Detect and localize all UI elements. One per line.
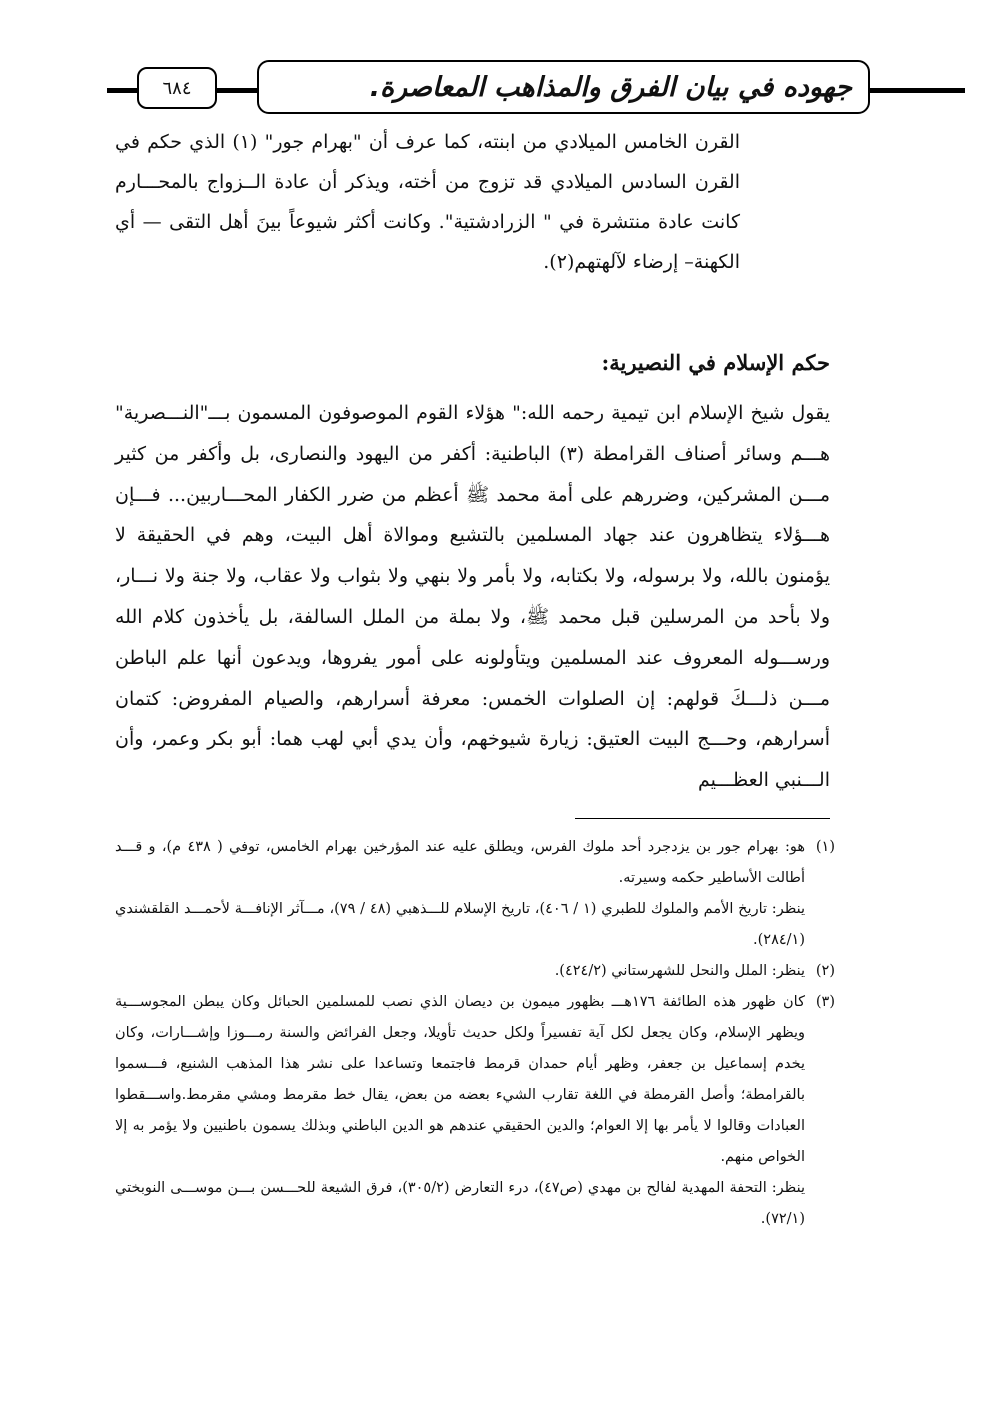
footnote-separator <box>575 818 830 819</box>
intro-text: القرن الخامس الميلادي من ابنته، كما عرف أن "بهرام جور" (١) الذي حكم في القرن السادس الميلادي قد تزوج من أخته، ويذكر أن عادة الــزواج بالمحـــارم كانت عادة منتشرة في " الزرادشتية". وكانت أكثر شيوعاً بينَ أهل التقى — أي الكهنة– إرضاء لآلهتهم(٢). <box>115 131 741 273</box>
main-paragraph <box>115 393 830 801</box>
intro-paragraph <box>115 122 740 282</box>
footnote-reference: ينظر: التحفة المهدية لفالح بن مهدي (ص٤٧)، درء التعارض (٣٠٥/٢)، فرق الشيعة للحـــسن بـــن موســـى النوبختي (٧٢/١). <box>115 1180 805 1227</box>
header-rule-right <box>870 88 965 93</box>
running-title-box <box>257 60 870 114</box>
page-number: ٦٨٤ <box>162 77 192 99</box>
footnote-number: (١) <box>815 839 835 855</box>
footnote-1 <box>115 832 835 956</box>
footnotes <box>115 832 835 1235</box>
footnote-number: (٣) <box>815 994 835 1010</box>
footnote-text: هو: بهرام جور بن يزدجرد أحد ملوك الفرس، ويطلق عليه عند المؤرخين بهرام الخامس، توفي ( ٤٣٨ م)، و قـــد أطالت الأساطير حكمه وسيرته. <box>115 839 806 886</box>
page-header <box>0 0 992 130</box>
footnote-number: (٢) <box>815 963 835 979</box>
section-heading: حكم الإسلام في النصيرية: <box>601 350 830 375</box>
header-rule-middle <box>217 88 257 93</box>
running-title: جهوده في بيان الفرق والمذاهب المعاصرة. <box>369 71 852 103</box>
footnote-3 <box>115 987 835 1235</box>
footnote-reference: ينظر: تاريخ الأمم والملوك للطبري (١ / ٤٠٦)، تاريخ الإسلام للـــذهبي (٤٨ / ٧٩)، مـــآثر الإنافـــة لأحمـــد القلقشندي (٢٨٤/١). <box>115 901 805 948</box>
footnote-text: ينظر: الملل والنحل للشهرستاني (٤٢٤/٢). <box>554 963 805 979</box>
header-rule-left <box>107 88 137 93</box>
footnote-2 <box>115 956 835 987</box>
footnote-text: كان ظهور هذه الطائفة ١٧٦هـــ بظهور ميمون بن ديصان الذي نصب للمسلمين الحبائل وكان يبطن المجوســـية ويظهر الإسلام، وكان يجعل لكل آية تفسيراً ولكل حديث تأويلا، وجعل الفرائض والسنة رمـــوزا وإشـــارات، وكان يخدم إسماعيل بن جعفر، وظهر أيام حمدان قرمط فاجتمعا وتساعدا على نشر هذا المذهب الشنيع، فـــسموا بالقرامطة؛ وأصل القرمطة في اللغة تقارب الشيء بعضه من بعض، يقال خط مقرمط ومشي مقرمط.واســـقطوا العبادات وقالوا لا يأمر بها إلا العوام؛ والدين الحقيقي عندهم هو الدين الباطني وبذلك يسمون باطنيين ولا يؤمر به إلا الخواص منهم. <box>115 994 805 1165</box>
page-number-box <box>137 67 217 109</box>
main-text: يقول شيخ الإسلام ابن تيمية رحمه الله:" هؤلاء القوم الموصوفون المسمون بـــ"النـــصرية" هـــم وسائر أصناف القرامطة (٣) الباطنية: أكفر من اليهود والنصارى، بل وأكفر من كثير مـــن المشركين، وضررهم على أمة محمد ﷺ أعظم من ضرر الكفار المحـــاربين... فـــإن هـــؤلاء يتظاهرون عند جهاد المسلمين بالتشيع وموالاة أهل البيت، وهم في الحقيقة لا يؤمنون بالله، ولا برسوله، ولا بكتابه، ولا بأمر ولا بنهي ولا بثواب ولا عقاب، ولا جنة ولا نـــار، ولا بأحد من المرسلين قبل محمد ﷺ، ولا بملة من الملل السالفة، بل يأخذون كلام الله ورســـوله المعروف عند المسلمين ويتأولونه على أمور يفروها، ويدعون أنها علم الباطن مـــن ذلـــكَ قولهم: إن الصلوات الخمس: معرفة أسرارهم، والصيام المفروض: كتمان أسرارهم، وحـــج البيت العتيق: زيارة شيوخهم، وأن يدي أبي لهب هما: أبو بكر وعمر، وأن الـــنبي العظـــيم <box>115 402 830 792</box>
